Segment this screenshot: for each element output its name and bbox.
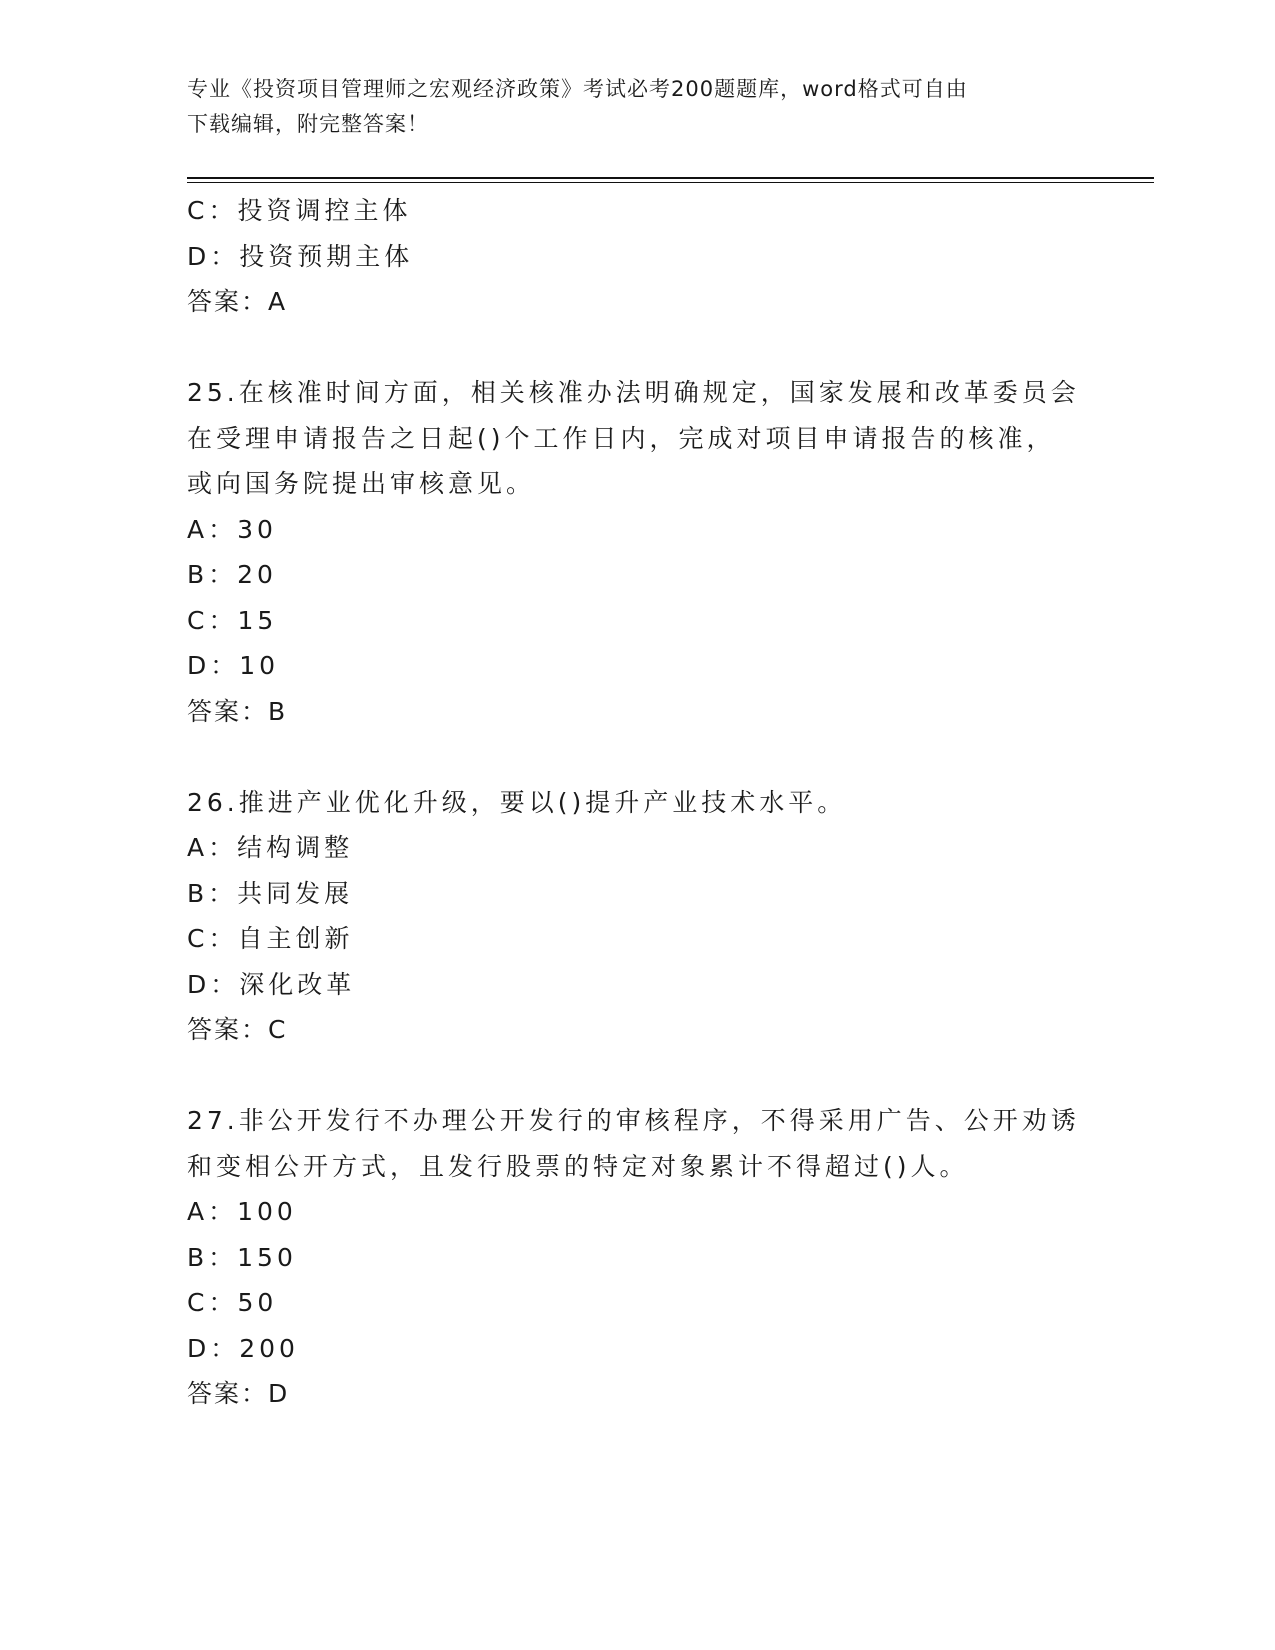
header-line-1: 专业《投资项目管理师之宏观经济政策》考试必考200题题库，word格式可自由 xyxy=(187,77,968,101)
option-c: C：自主创新 xyxy=(187,924,354,953)
header-rule-thin xyxy=(187,182,1154,183)
option-c: C：50 xyxy=(187,1288,278,1317)
option-a: A：30 xyxy=(187,514,277,544)
question-stem: 在受理申请报告之日起()个工作日内，完成对项目申请报告的核准， xyxy=(187,423,1056,453)
question-24-tail xyxy=(187,188,1087,325)
option-d: D：10 xyxy=(187,651,280,680)
option-d: D：200 xyxy=(187,1333,299,1363)
question-25 xyxy=(187,370,1087,734)
option-c: C：投资调控主体 xyxy=(187,196,412,225)
question-stem: 27.非公开发行不办理公开发行的审核程序，不得采用广告、公开劝诱 xyxy=(187,1106,1080,1135)
option-b: B：共同发展 xyxy=(187,878,354,908)
option-d: D：深化改革 xyxy=(187,969,356,999)
header-line-2: 下载编辑，附完整答案！ xyxy=(187,112,429,136)
question-stem: 26.推进产业优化升级，要以()提升产业技术水平。 xyxy=(187,787,847,817)
answer-line: 答案：D xyxy=(187,1379,290,1408)
answer-line: 答案：A xyxy=(187,287,288,316)
question-27 xyxy=(187,1098,1087,1417)
option-a: A：100 xyxy=(187,1197,297,1226)
option-a: A：结构调整 xyxy=(187,833,354,862)
option-b: B：20 xyxy=(187,560,277,589)
question-stem: 25.在核准时间方面，相关核准办法明确规定，国家发展和改革委员会 xyxy=(187,378,1080,407)
question-list xyxy=(187,188,1087,1417)
spacer xyxy=(187,1053,1087,1099)
spacer xyxy=(187,734,1087,780)
option-b: B：150 xyxy=(187,1242,297,1272)
answer-line: 答案：C xyxy=(187,1015,288,1044)
spacer xyxy=(187,325,1087,371)
answer-line: 答案：B xyxy=(187,696,288,726)
question-stem: 和变相公开方式，且发行股票的特定对象累计不得超过()人。 xyxy=(187,1151,969,1181)
question-stem: 或向国务院提出审核意见。 xyxy=(187,469,536,498)
header-rule-thick xyxy=(187,177,1154,179)
question-26 xyxy=(187,780,1087,1053)
option-d: D：投资预期主体 xyxy=(187,241,414,271)
option-c: C：15 xyxy=(187,605,278,635)
page-header xyxy=(187,72,1087,142)
